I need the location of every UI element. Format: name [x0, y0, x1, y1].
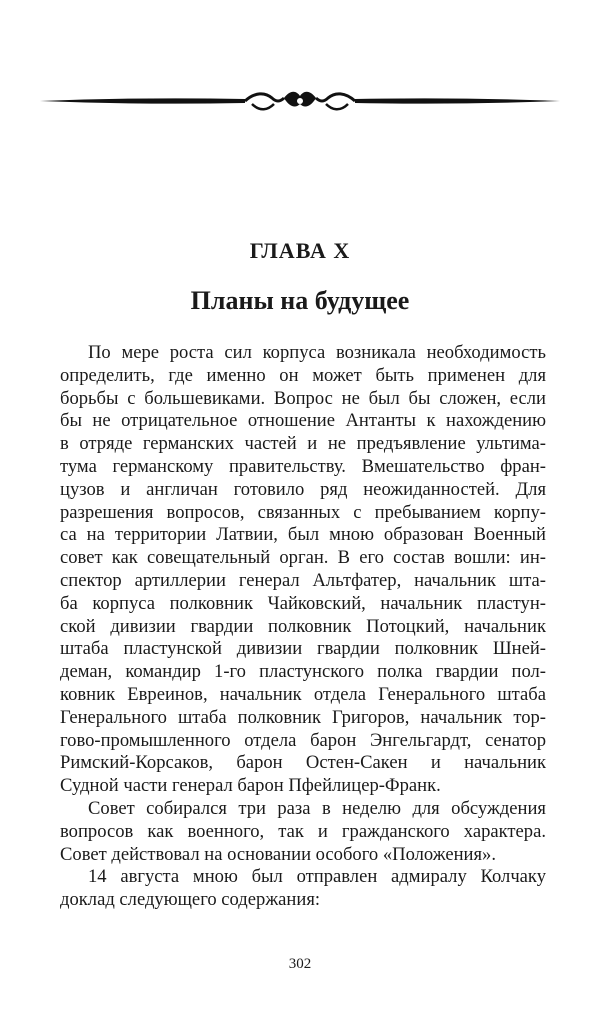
text-line: Судной части генерал барон Пфейлицер-Франк. [60, 775, 441, 797]
text-line: са на территории Латвии, был мною образован Военный [60, 524, 546, 546]
paragraph [60, 866, 546, 912]
text-line: Совет действовал на основании особого «Положения». [60, 843, 496, 865]
text-line: совет как совещательный орган. В его состав вошли: ин- [60, 547, 546, 569]
text-line: спектор артиллерии генерал Альтфатер, начальник шта- [60, 569, 546, 591]
text-line: гово-промышленного отдела барон Энгельгардт, сенатор [60, 729, 546, 751]
text-line: тума германскому правительству. Вмешательство фран- [60, 455, 546, 477]
text-line: деман, командир 1-го пластунского полка гвардии пол- [60, 661, 546, 683]
text-line: борьбы с большевиками. Вопрос не был бы сложен, если [60, 387, 546, 409]
text-line: ба корпуса полковник Чайковский, начальник пластун- [60, 592, 546, 614]
text-line: цузов и англичан готовило ряд неожиданностей. Для [60, 478, 546, 500]
text-line: вопросов как военного, так и гражданского характера. [60, 820, 546, 842]
text-line: Генерального штаба полковник Григоров, начальник тор- [60, 706, 546, 728]
paragraph [60, 798, 546, 866]
text-line: 14 августа мною был отправлен адмиралу Колчаку [88, 866, 546, 888]
chapter-title: Планы на будущее [190, 286, 410, 315]
text-line: Римский-Корсаков, барон Остен-Сакен и начальник [60, 752, 546, 774]
text-line: По мере роста сил корпуса возникала необходимость [88, 342, 546, 363]
text-line: Совет собирался три раза в неделю для обсуждения [88, 797, 546, 819]
ornament-divider [40, 86, 560, 116]
paragraph [60, 342, 546, 798]
chapter-heading: ГЛАВА X [249, 238, 351, 263]
text-line: в отряде германских частей и не предъявление ультима- [60, 433, 546, 455]
body-text [60, 342, 546, 912]
text-line: штаба пластунской дивизии гвардии полковник Шней- [60, 638, 546, 660]
text-line: ковник Евреинов, начальник отдела Генерального штаба [60, 683, 546, 705]
text-line: определить, где именно он может быть применен для [60, 364, 546, 386]
page-number: 302 [288, 956, 312, 972]
text-line: доклад следующего содержания: [60, 889, 321, 911]
text-line: ской дивизии гвардии полковник Потоцкий, начальник [60, 615, 546, 637]
text-line: бы не отрицательное отношение Антанты к нахождению [60, 410, 546, 432]
text-line: разрешения вопросов, связанных с пребыванием корпу- [60, 501, 546, 523]
